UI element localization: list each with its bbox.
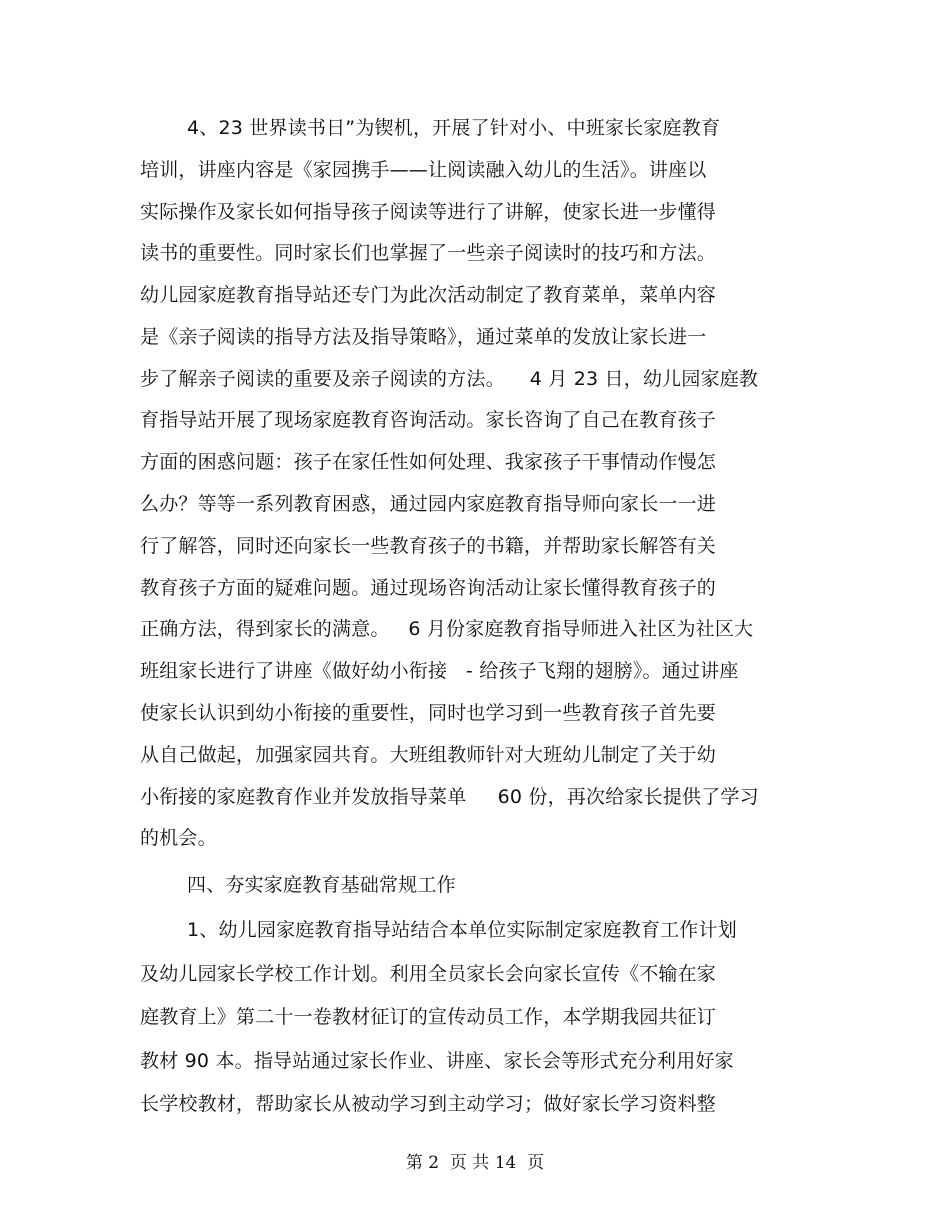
section-heading: 四、夯实家庭教育基础常规工作 [187,874,456,896]
paragraph-line: 班组家长进行了讲座《做好幼小衔接 - 给孩子飞翔的翅膀》。通过讲座 [140,660,739,682]
paragraph-line: 是《亲子阅读的指导方法及指导策略》，通过菜单的发放让家长进一 [140,326,707,348]
paragraph-line: 及幼儿园家长学校工作计划。利用全员家长会向家长宣传《不输在家 [140,963,717,985]
paragraph-line: 方面的困惑问题：孩子在家任性如何处理、我家孩子干事情动作慢怎 [140,451,717,473]
paragraph-line: 的机会。 [140,827,217,849]
paragraph-line: 幼儿园家庭教育指导站还专门为此次活动制定了教育菜单，菜单内容 [140,284,717,306]
paragraph-line: 教材 90 本。指导站通过家长作业、讲座、家长会等形式充分利用好家 [140,1050,734,1072]
paragraph-line: 4、23 世界读书日”为锲机，开展了针对小、中班家长家庭教育 [187,117,721,139]
paragraph-line: 读书的重要性。同时家长们也掌握了一些亲子阅读时的技巧和方法。 [140,242,717,264]
paragraph-line: 教育孩子方面的疑难问题。通过现场咨询活动让家长懂得教育孩子的 [140,577,717,599]
paragraph-line: 1、幼儿园家庭教育指导站结合本单位实际制定家庭教育工作计划 [187,919,737,941]
paragraph-line: 小衔接的家庭教育作业并发放指导菜单 60 份，再次给家长提供了学习 [140,786,759,808]
paragraph-line: 使家长认识到幼小衔接的重要性，同时也学习到一些教育孩子首先要 [140,702,717,724]
paragraph-line: 庭教育上》第二十一卷教材征订的宣传动员工作，本学期我园共征订 [140,1006,717,1028]
paragraph-line: 长学校教材，帮助家长从被动学习到主动学习；做好家长学习资料整 [140,1093,717,1115]
page-number: 第 2 页 共 14 页 [405,1153,545,1173]
paragraph-line: 实际操作及家长如何指导孩子阅读等进行了讲解，使家长进一步懂得 [140,201,717,223]
paragraph-line: 从自己做起，加强家园共育。大班组教师针对大班幼儿制定了关于幼 [140,744,717,766]
paragraph-line: 步了解亲子阅读的重要及亲子阅读的方法。 4 月 23 日，幼儿园家庭教 [140,368,759,390]
paragraph-line: 行了解答，同时还向家长一些教育孩子的书籍，并帮助家长解答有关 [140,535,717,557]
paragraph-line: 正确方法，得到家长的满意。 6 月份家庭教育指导师进入社区为社区大 [140,618,754,640]
paragraph-line: 育指导站开展了现场家庭教育咨询活动。家长咨询了自己在教育孩子 [140,409,717,431]
paragraph-line: 么办？等等一系列教育困惑，通过园内家庭教育指导师向家长一一进 [140,493,717,515]
paragraph-line: 培训，讲座内容是《家园携手——让阅读融入幼儿的生活》。讲座以 [140,159,707,181]
